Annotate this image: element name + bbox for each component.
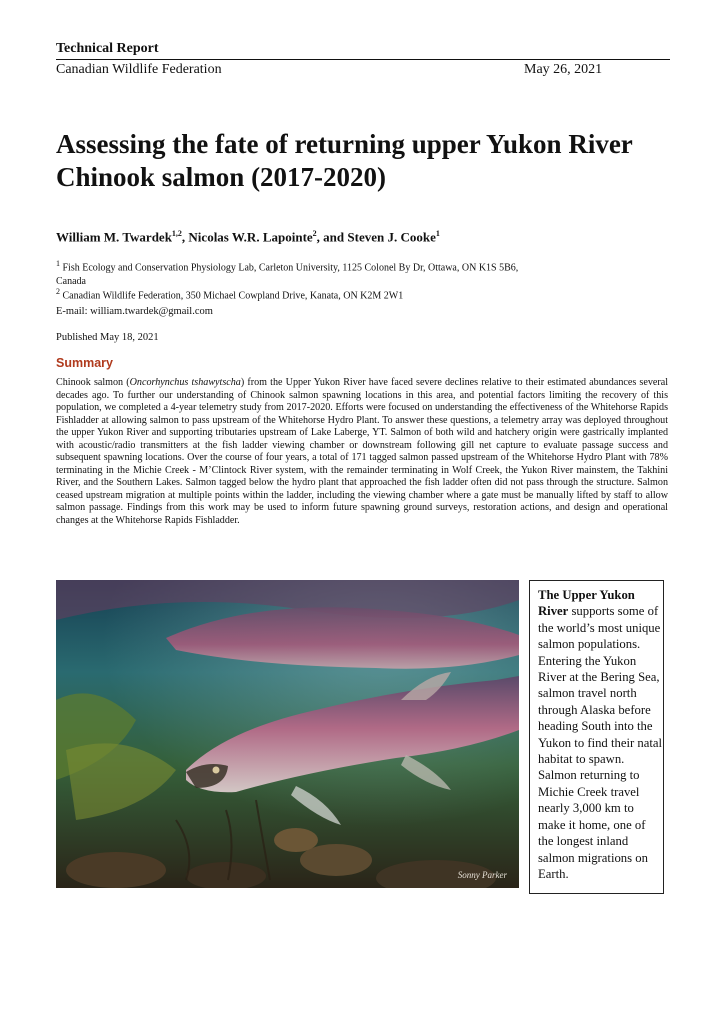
affiliation [56,285,403,303]
species-name: Oncorhynchus tshawytscha [129,377,241,388]
summary-text: Chinook salmon ( [56,377,130,388]
salmon-illustration [56,580,519,888]
salmon-photo [56,580,519,888]
author-name: William M. Twardek [56,229,172,245]
organization: Canadian Wildlife Federation [56,62,222,77]
author-name: Steven J. Cooke [347,229,436,245]
sidebar-text: supports some of the world’s most unique salmon populations. Entering the Yukon River at the Bering Sea, salmon travel north through Alaska before heading South into the Yukon to find their natal habitat to spawn. Salmon returning to Michie Creek travel nearly 3,000 km to make it home, one of the longest inland salmon migrations on Earth. [538,604,663,881]
summary-text: ) from the Upper Yukon River have faced severe declines relative to their estimated abundances several decades ago. To further our understanding of Chinook salmon spawning locations in this area, and potential factors limiting the recovery of this population, we completed a 4-year telemetry study from 2017-2020. Efforts were focused on understanding the effectiveness of the Whitehorse Rapids Fishladder at allowing salmon to pass upstream of the Whitehorse Hydro Plant. To answer these questions, a telemetry array was deployed throughout the upper Yukon River and supporting tributaries upstream of Lake Laberge, YT. Salmon of both wild and hatchery origin were gastrically implanted with acoustic/radio transmitters at the fish ladder viewing chamber or downstream following gill net capture to evaluate passage success and subsequent spawning locations. Over the course of four years, a total of 171 tagged salmon passed upstream of the Whitehorse Hydro Plant with 78% terminating in the Michie Creek - M’Clintock River system, with the remainder terminating in Wolf Creek, the Yukon River mainstem, the Takhini River, and the Southern Lakes. Salmon tagged below the hydro plant that approached the fish ladder often did not pass through the structure. Salmon ceased upstream migration at multiple points within the ladder, including the viewing chamber where a gate must be manually lifted by staff to allow salmon passage. Findings from this work may be used to inform future spawning ground surveys, restoration actions, and design and operational changes at the Whitehorse Rapids Fishladder. [56,377,669,527]
report-type: Technical Report [56,41,159,56]
author-separator: , [181,229,189,245]
published-date: Published May 18, 2021 [56,332,159,343]
affiliation-number: 1 [56,259,60,268]
photo-credit: Sonny Parker [457,870,507,880]
author-affiliation-mark: 1 [435,229,440,238]
contact-email[interactable]: E-mail: william.twardek@gmail.com [56,306,213,317]
author-list [56,229,440,245]
author-separator: , and [316,229,348,245]
author-affiliation-mark: 2 [312,229,317,238]
salmon-eye [213,767,220,774]
author-affiliation-mark: 1,2 [171,229,182,238]
sidebar-lead: The Upper Yukon River [538,588,635,619]
affiliation-number: 2 [56,287,60,296]
header-divider [56,59,670,60]
summary-paragraph [56,377,668,528]
affiliation-text: Canadian Wildlife Federation, 350 Michael Cowpland Drive, Kanata, ON K2M 2W1 [62,290,404,302]
document-title: Assessing the fate of returning upper Yukon River Chinook salmon (2017-2020) [56,129,633,192]
summary-heading: Summary [56,356,113,370]
info-sidebar [529,580,664,894]
riverbed-rock [274,828,318,852]
report-date: May 26, 2021 [524,62,603,77]
author-name: Nicolas W.R. Lapointe [188,229,313,245]
riverbed-rock [66,852,166,888]
affiliation-text: Fish Ecology and Conservation Physiology Lab, Carleton University, 1125 Colonel By Dr, Ottawa, ON K1S 5B6, Canada [56,262,519,288]
